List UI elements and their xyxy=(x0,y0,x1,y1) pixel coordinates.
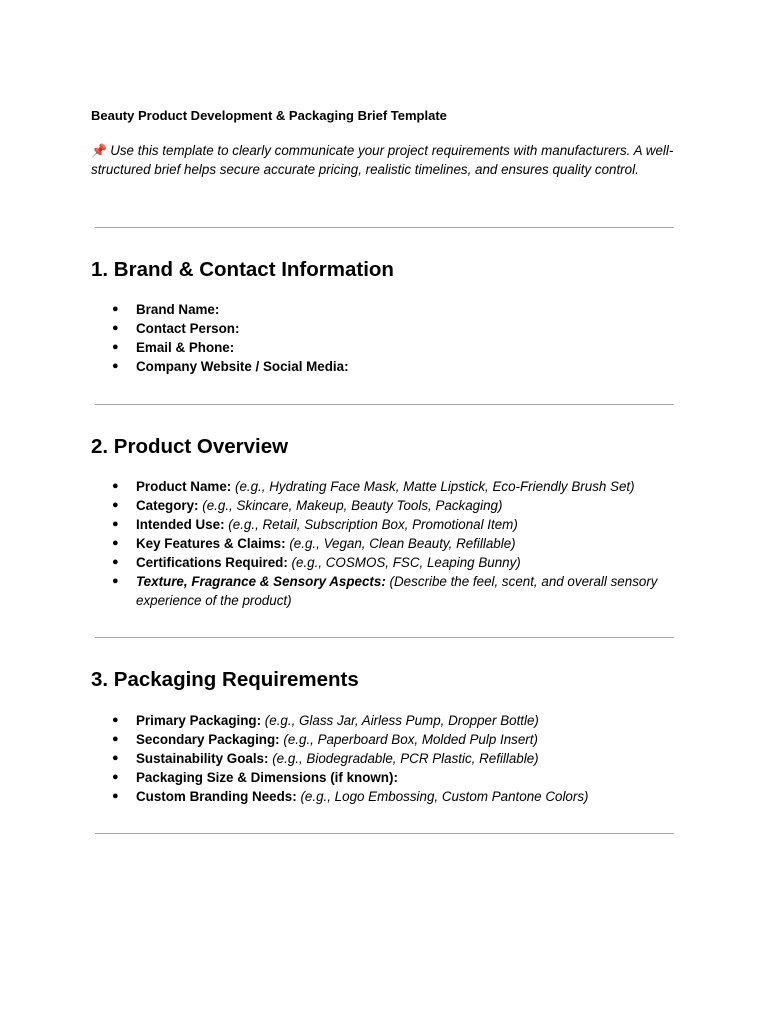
list-item xyxy=(112,730,678,749)
divider xyxy=(95,833,674,834)
section-heading-packaging: 3. Packaging Requirements xyxy=(91,668,359,691)
document-title: Beauty Product Development & Packaging Brief Template xyxy=(91,108,447,123)
bullet-icon: ● xyxy=(112,714,119,726)
item-label: Sustainability Goals: xyxy=(136,751,269,766)
bullet-icon: ● xyxy=(112,499,119,511)
list-item xyxy=(112,711,678,730)
item-label: Certifications Required: xyxy=(136,555,288,570)
item-label: Email & Phone: xyxy=(136,340,235,355)
list-item xyxy=(112,338,678,357)
bullet-icon: ● xyxy=(112,733,119,745)
bullet-icon: ● xyxy=(112,771,119,783)
item-example: (e.g., Hydrating Face Mask, Matte Lipstick, Eco-Friendly Brush Set) xyxy=(234,479,635,494)
list-item xyxy=(112,357,678,376)
list-item xyxy=(112,749,678,768)
item-label: Texture, Fragrance & Sensory Aspects: xyxy=(136,574,386,589)
bullet-icon: ● xyxy=(112,518,119,530)
bullet-icon: ● xyxy=(112,322,119,334)
intro-text: Use this template to clearly communicate your project requirements with manufacturers. A well-structured brief helps secure accurate pricing, realistic timelines, and ensures quality control. xyxy=(91,143,674,177)
list-item xyxy=(112,496,678,515)
item-label: Category: xyxy=(136,498,199,513)
item-example: (e.g., Paperboard Box, Molded Pulp Insert) xyxy=(283,732,538,747)
list-item xyxy=(112,477,678,496)
item-label: Packaging Size & Dimensions (if known): xyxy=(136,770,398,785)
item-label: Contact Person: xyxy=(136,321,240,336)
item-label: Brand Name: xyxy=(136,302,220,317)
bullet-icon: ● xyxy=(112,341,119,353)
item-label: Secondary Packaging: xyxy=(136,732,280,747)
intro-paragraph xyxy=(91,142,676,179)
bullet-icon: ● xyxy=(112,575,119,587)
item-label: Primary Packaging: xyxy=(136,713,262,728)
list-item xyxy=(112,553,678,572)
item-label: Company Website / Social Media: xyxy=(136,359,349,374)
bullet-icon: ● xyxy=(112,790,119,802)
item-label: Product Name: xyxy=(136,479,232,494)
item-label: Key Features & Claims: xyxy=(136,536,286,551)
list-item xyxy=(112,572,678,610)
divider xyxy=(95,404,674,405)
list-item xyxy=(112,768,678,787)
section-heading-brand-contact: 1. Brand & Contact Information xyxy=(91,258,394,281)
item-example: (e.g., Vegan, Clean Beauty, Refillable) xyxy=(289,536,516,551)
list-packaging xyxy=(112,711,678,806)
bullet-icon: ● xyxy=(112,537,119,549)
list-item xyxy=(112,534,678,553)
list-item xyxy=(112,319,678,338)
item-label: Custom Branding Needs: xyxy=(136,789,297,804)
item-example: (e.g., Logo Embossing, Custom Pantone Colors) xyxy=(300,789,589,804)
pushpin-icon: 📌 xyxy=(91,143,108,158)
bullet-icon: ● xyxy=(112,303,119,315)
bullet-icon: ● xyxy=(112,360,119,372)
item-example: (e.g., Biodegradable, PCR Plastic, Refillable) xyxy=(272,751,539,766)
divider xyxy=(95,637,674,638)
item-example: (Describe the feel, scent, and overall sensory experience of the product) xyxy=(136,574,658,608)
item-example: (e.g., COSMOS, FSC, Leaping Bunny) xyxy=(291,555,521,570)
divider xyxy=(95,227,674,228)
list-item xyxy=(112,787,678,806)
item-example: (e.g., Skincare, Makeup, Beauty Tools, Packaging) xyxy=(202,498,503,513)
bullet-icon: ● xyxy=(112,556,119,568)
list-product-overview xyxy=(112,477,678,610)
item-example: (e.g., Retail, Subscription Box, Promotional Item) xyxy=(228,517,518,532)
list-item xyxy=(112,515,678,534)
item-label: Intended Use: xyxy=(136,517,225,532)
item-example: (e.g., Glass Jar, Airless Pump, Dropper Bottle) xyxy=(264,713,539,728)
section-heading-product-overview: 2. Product Overview xyxy=(91,435,289,458)
list-item xyxy=(112,300,678,319)
bullet-icon: ● xyxy=(112,752,119,764)
bullet-icon: ● xyxy=(112,480,119,492)
list-brand-contact xyxy=(112,300,678,376)
